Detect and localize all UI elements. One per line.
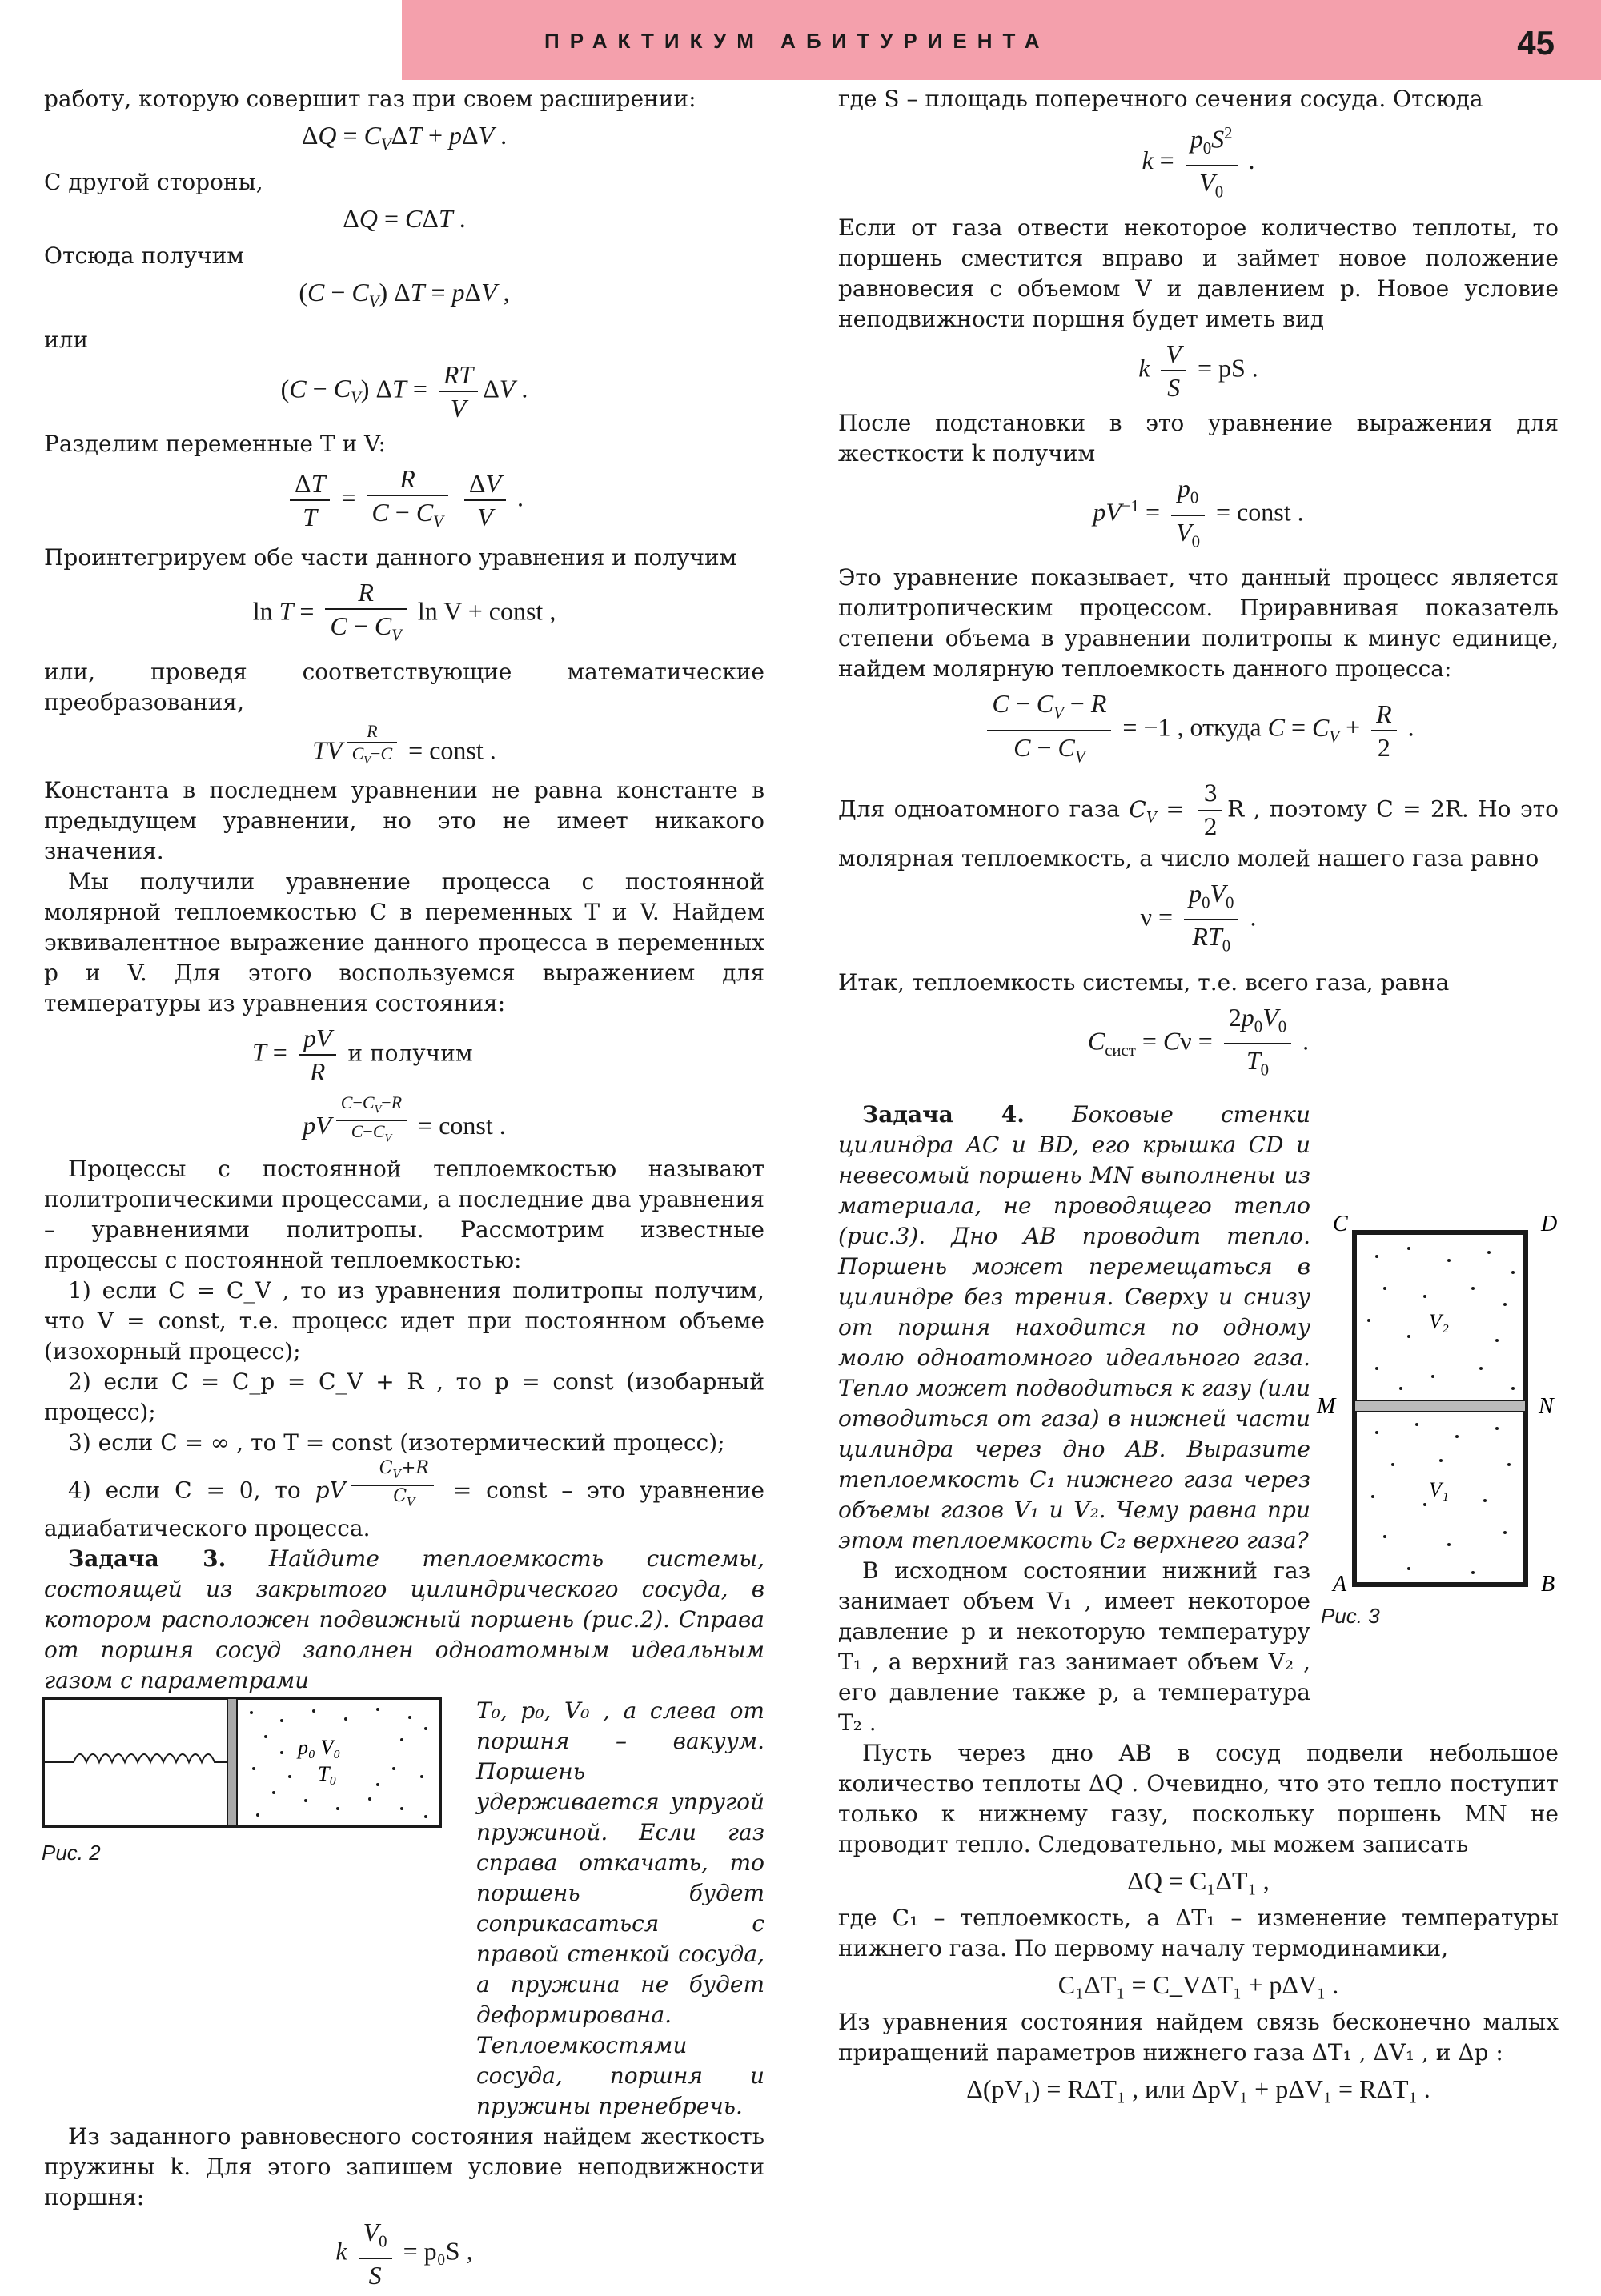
figure-2-caption: Рис. 2 (42, 1841, 101, 1865)
equation: $(C - C_V)$ ΔT = $\frac{RT}{V}$ ΔV . (280, 359, 528, 423)
equation: ln T = $\frac{R}{C - C_V}$ ln V + const , (252, 578, 556, 645)
figure-3-caption: Рис. 3 (1321, 1604, 1380, 1628)
paragraph: В исходном состоянии нижний газ занимает объем V₁ , имеет некоторое давление p и некоторую температуру T₁ , а верхний газ занимает объем V₂ , его давление также p, а температура T₂ . (838, 1557, 1310, 1736)
page-header-title: ПРАКТИКУМ АБИТУРИЕНТА (544, 29, 1050, 53)
paragraph: Константа в последнем уравнении не равна константе в предыдущем уравнении, но это не имеет никакого значения. (44, 776, 764, 864)
paragraph: Проинтегрируем обе части данного уравнения и получим (44, 544, 737, 571)
figure-3-label-d: D (1541, 1212, 1558, 1236)
task-3-continued: T₀, p₀, V₀ , а слева от поршня – вакуум. Поршень удерживается упругой пружиной. Если газ справа откачать, то поршень будет соприкасаться с правой стенкой сосуда, а пружина не будет деформирована. Теплоемкостями сосуда, поршня и пружины пренебречь. (476, 1697, 764, 2119)
equation: $\Delta Q = C_V\Delta T + p\Delta V$ . (301, 121, 508, 154)
figure-3-label-a: A (1333, 1572, 1347, 1597)
paragraph: После подстановки в это уравнение выражения для жесткости k получим (838, 410, 1559, 467)
equation: k $\frac{V_0}{S}$ = p₀S , (335, 2217, 473, 2290)
equation: $(C - C_V)$ ΔT = pΔV , (299, 278, 510, 311)
list-item: 1) если C = C_V , то из уравнения политропы получим, что V = const, т.е. процесс идет при постоянном объеме (изохорный процесс); (44, 1276, 764, 1364)
equation: Δ(pV₁) = RΔT₁ , или ΔpV₁ + pΔV₁ = RΔT₁ . (966, 2074, 1430, 2103)
paragraph: С другой стороны, (44, 169, 263, 196)
figure-3-label-b: B (1541, 1572, 1555, 1597)
paragraph: где C₁ – теплоемкость, а ΔT₁ – изменение температуры нижнего газа. По первому началу термодинамики, (838, 1904, 1559, 1961)
figure-3-drawing (1313, 1208, 1577, 1601)
equation: $pV^{-1}$ = $\frac{p_0}{V_0}$ = const . (1093, 474, 1304, 551)
task-4: Задача 4. Боковые стенки цилиндра AC и BD, его крышка CD и невесомый поршень MN выполнены из материала, не проводящего тепло (рис.3). Дно AB проводит тепло. Поршень может перемещаться в цилиндре без трения. Сверху и снизу от поршня находится по одному молю одноатомного идеального газа. Тепло может подводиться к газу (или отводиться от газа) в нижней части цилиндра через дно AB. Выразите теплоемкость C₁ нижнего газа через объемы газов V₁ и V₂. Чему равна при этом теплоемкость C₂ верхнего газа? (838, 1100, 1311, 1553)
equation: $\frac{C - C_V - R}{C - C_V}$ = −1 , откуда $C = C_V$ + $\frac{R}{2}$ . (838, 687, 1559, 773)
paragraph: работу, которую совершит газ при своем расширении: (44, 86, 696, 112)
list-item: 3) если C = ∞ , то T = const (изотермический процесс); (68, 1428, 725, 1456)
figure-2-drawing (42, 1697, 442, 1833)
list-item: 4) если C = 0, то pV $^{\frac{C_V+R}{C_V}}$ = const – это уравнение адиабатического процесса. (44, 1457, 764, 1541)
task-3: Задача 3. Найдите теплоемкость системы, состоящей из закрытого цилиндрического сосуда, в котором расположен подвижный поршень (рис.2). Справа от поршня сосуд заполнен одноатомным идеальным газом с параметрами (44, 1545, 765, 1693)
figure-3-label-v2: V₂ (1429, 1310, 1449, 1333)
page-number: 45 (1517, 24, 1555, 62)
equation: ΔQ = C₁ΔT₁ , (1127, 1865, 1270, 1895)
paragraph: Разделим переменные T и V: (44, 430, 386, 457)
figure-3-label-c: C (1333, 1212, 1348, 1236)
equation: ν = $\frac{p_0V_0}{RT_0}$ . (1140, 879, 1257, 956)
equation: $\frac{\Delta T}{T}$ = $\frac{R}{C - C_V}$ $\frac{\Delta V}{V}$ . (44, 463, 764, 538)
list-item: 2) если C = C_p = C_V + R , то p = const (изобарный процесс); (44, 1368, 764, 1425)
paragraph: Пусть через дно AB в сосуд подвели небольшое количество теплоты ΔQ . Очевидно, что это тепло поступит только к нижнему газу, поскольку поршень MN не проводит тепло. Следовательно, мы можем записать (838, 1739, 1559, 1857)
left-column (44, 84, 764, 2296)
paragraph: Если от газа отвести некоторое количество теплоты, то поршень сместится вправо и займет новое положение равновесия с объемом V и давлением p. Новое условие неподвижности поршня будет иметь вид (838, 214, 1559, 333)
paragraph: или, проведя соответствующие математические преобразования, (44, 658, 764, 715)
equation: k $\frac{V}{S}$ = pS . (1138, 339, 1258, 403)
figure-2-label-t: T₀ (318, 1762, 337, 1785)
paragraph: Для одноатомного газа $C_V$ = $\frac{3}{2}$ R , поэтому C = 2R. Но это молярная теплоемкость, а число молей нашего газа равно (838, 778, 1559, 874)
paragraph: Мы получили уравнение процесса с постоянной молярной теплоемкостью C в переменных T и V. Найдем эквивалентное выражение данного процесса в переменных p и V. Для этого воспользуемся выражением для температуры из уравнения состояния: (44, 868, 764, 1016)
equation: ΔQ = CΔT . (343, 204, 466, 234)
paragraph: Процессы с постоянной теплоемкостью называют политропическими процессами, а последние два уравнения – уравнениями политропы. Рассмотрим известные процессы с постоянной теплоемкостью: (44, 1155, 764, 1273)
equation: $C_{сист} = C\nu$ = $\frac{2p_0V_0}{T_0}$ . (1087, 1002, 1310, 1080)
figure-3 (1313, 1208, 1577, 1629)
figure-3-label-m: M (1317, 1394, 1336, 1419)
paragraph: Это уравнение показывает, что данный процесс является политропическим процессом. Приравнивая показатель степени объема в уравнении политропы к минус единице, найдем молярную теплоемкость данного процесса: (838, 564, 1559, 683)
paragraph: или (44, 326, 89, 353)
paragraph: где S – площадь поперечного сечения сосуда. Отсюда (838, 86, 1483, 112)
equation: TV $^{\frac{R}{C_V-C}}$ = const . (312, 720, 496, 767)
figure-2 (42, 1697, 442, 1865)
equation: k = $\frac{p_0S^2}{V_0}$ . (838, 118, 1559, 208)
paragraph: Итак, теплоемкость системы, т.е. всего газа, равна (838, 968, 1450, 996)
figure-3-label-n: N (1539, 1394, 1554, 1419)
figure-3-label-v1: V₁ (1429, 1478, 1449, 1501)
paragraph: Отсюда получим (44, 242, 245, 270)
equation: C₁ΔT₁ = C_VΔT₁ + pΔV₁ . (1057, 1969, 1339, 1999)
right-column (838, 84, 1559, 2111)
paragraph: Из уравнения состояния найдем связь бесконечно малых приращений параметров нижнего газа ΔT₁ , ΔV₁ , и Δp : (838, 2008, 1559, 2066)
equation: T = $\frac{pV}{R}$ и получим (252, 1023, 473, 1086)
figure-2-label-p: p₀ V₀ (298, 1736, 341, 1759)
paragraph: Из заданного равновесного состояния найдем жесткость пружины k. Для этого запишем условие неподвижности поршня: (44, 2122, 764, 2210)
equation: pV $^{\frac{C-C_V-R}{C-C_V}}$ = const . (303, 1092, 506, 1145)
